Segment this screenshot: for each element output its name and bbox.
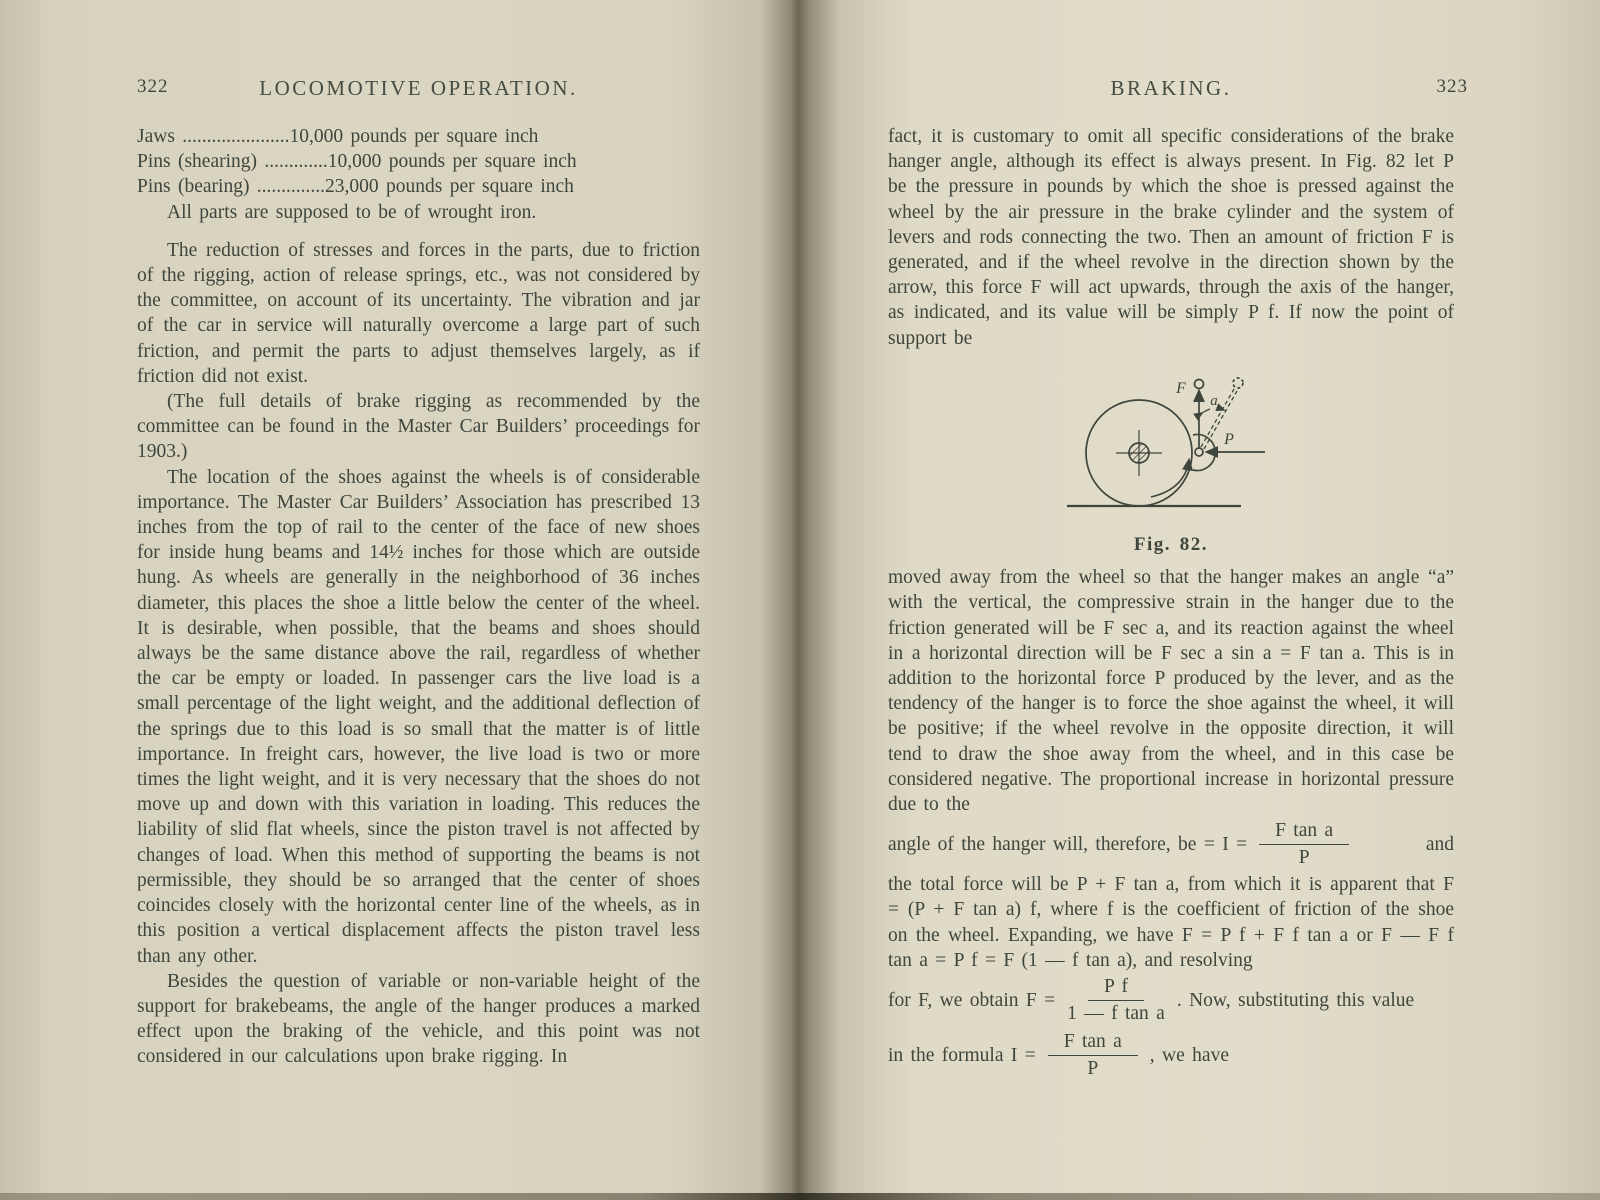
spec-line-wrought-iron: All parts are supposed to be of wrought iron.	[167, 201, 537, 223]
fraction	[1259, 819, 1349, 870]
fraction-denominator: 1 — f tan a	[1067, 1003, 1165, 1025]
book-bottom-edge	[0, 1193, 1600, 1200]
formula-prefix: angle of the hanger will, therefore, be = I =	[888, 834, 1248, 856]
formula-suffix: and	[1425, 834, 1454, 856]
support-point	[1195, 379, 1204, 388]
left-text-column	[137, 124, 700, 1114]
left-page-number: 322	[137, 76, 169, 97]
formula-suffix: , we have	[1149, 1044, 1229, 1066]
fraction	[1067, 975, 1165, 1026]
fraction-denominator: P	[1298, 847, 1310, 869]
fraction-numerator: P f	[1088, 975, 1144, 1001]
paragraph-hanger-strain: moved away from the wheel so that the hanger makes an angle “a” with the vertical, the compressive strain in the hanger due to the friction generated will be F sec a, and its reaction against the wheel in a horizontal direction will be F sec a sin a = F tan a. This is in addition to the horizontal force P produced by the lever, and as the tendency of the hanger is to force the shoe against the wheel, it will be positive; if the wheel revolve in the opposite direction, it will tend to draw the shoe away from the wheel, and in this case be considered negative. The proportional increase in horizontal pressure due to the	[888, 567, 1454, 816]
paragraph-hanger-angle: Besides the question of variable or non-variable height of the support for brakebeams, the angle of the hanger produces a marked effect upon the braking of the vehicle, and this point was not considered in our calculations upon brake rigging. In	[137, 970, 700, 1068]
formula-prefix: for F, we obtain F =	[888, 989, 1056, 1011]
paragraph-mcb-proceedings: (The full details of brake rigging as recommended by the committee can be found in the Master Car Builders’ proceedings for 1903.)	[137, 391, 700, 463]
label-a: a	[1210, 392, 1218, 409]
fraction-numerator: F tan a	[1259, 819, 1349, 845]
paragraph-pressure-definition: fact, it is customary to omit all specific considerations of the brake hanger angle, although its effect is always present. In Fig. 82 let P be the pressure in pounds by which the shoe is pressed against the wheel by the air pressure in the brake cylinder and the system of levers and rods connecting the two. Then an amount of friction F is generated, and if the wheel revolve in the direction shown by the arrow, this force F will act upwards, through the axis of the hanger, as indicated, and its value will be simply P f. If now the point of support be	[888, 126, 1454, 349]
moved-support-point	[1233, 378, 1243, 388]
label-F: F	[1176, 379, 1186, 397]
left-running-title: LOCOMOTIVE OPERATION.	[259, 76, 578, 100]
figure-82	[1026, 363, 1316, 557]
formula-prefix: in the formula I =	[888, 1044, 1036, 1066]
formula-substitute-i	[888, 1028, 1454, 1083]
angle-arc	[1202, 409, 1210, 413]
shoe-pivot	[1195, 448, 1203, 456]
label-P: P	[1224, 430, 1234, 448]
fraction-denominator: P	[1087, 1058, 1099, 1080]
spec-line-jaws: Jaws ......................10,000 pounds per square inch	[137, 126, 539, 147]
paragraph-shoe-location: The location of the shoes against the wheels is of considerable importance. The Master Car Builders’ Association has prescribed 13 inches from the top of rail to the center of the face of new shoes for inside hung beams and 14½ inches for those which are outside hung. As wheels are generally in the neighborhood of 36 inches diameter, this places the shoe a little below the center of the wheel. It is desirable, when possible, that the beams and shoes should always be the same distance above the rail, regardless of whether the car be empty or loaded. In passenger cars the live load is a small percentage of the light weight, and the additional deflection of the springs due to this load is so small that the matter is of little importance. In freight cars, however, the live load is two or more times the light weight, and it is very necessary that the shoes do not move up and down with this variation in loading. This reduces the liability of slid flat wheels, since the piston travel is not affected by changes of load. When this method of supporting the beams is not permissible, they should be so arranged that the center of shoes coincides closely with the horizontal center line of the wheels, as in this position a vertical displacement affects the piston travel less than any other.	[137, 466, 700, 967]
rotation-arrow	[1151, 460, 1189, 497]
formula-solve-f	[888, 973, 1454, 1028]
brake-wheel-diagram	[1031, 363, 1311, 523]
figure-caption: Fig. 82.	[1133, 534, 1209, 556]
paragraph-total-force: the total force will be P + F tan a, from which it is apparent that F = (P + F tan a) f, where f is the coefficient of friction of the shoe on the wheel. Expanding, we have F = P f + F f tan a or F — F f tan a = P f = F (1 — f tan a), and resolving	[888, 874, 1454, 971]
formula-increase-ratio	[888, 817, 1454, 872]
right-running-title: BRAKING.	[1110, 76, 1232, 100]
spec-line-pins-bearing: Pins (bearing) ..............23,000 pounds per square inch	[137, 176, 574, 198]
right-text-column	[888, 124, 1454, 1134]
right-page-number: 323	[1436, 76, 1468, 97]
spec-line-pins-shearing: Pins (shearing) .............10,000 pounds per square inch	[137, 151, 577, 173]
fraction-numerator: F tan a	[1048, 1030, 1138, 1056]
paragraph-friction-reduction: The reduction of stresses and forces in the parts, due to friction of the rigging, action of release springs, etc., was not considered by the committee, on account of its uncertainty. The vibration and jar of the car in service will naturally overcome a large part of such friction, and permit the parts to adjust themselves largely, as if friction did not exist.	[137, 239, 700, 387]
formula-suffix: . Now, substituting this value	[1176, 989, 1415, 1011]
fraction	[1048, 1030, 1138, 1081]
